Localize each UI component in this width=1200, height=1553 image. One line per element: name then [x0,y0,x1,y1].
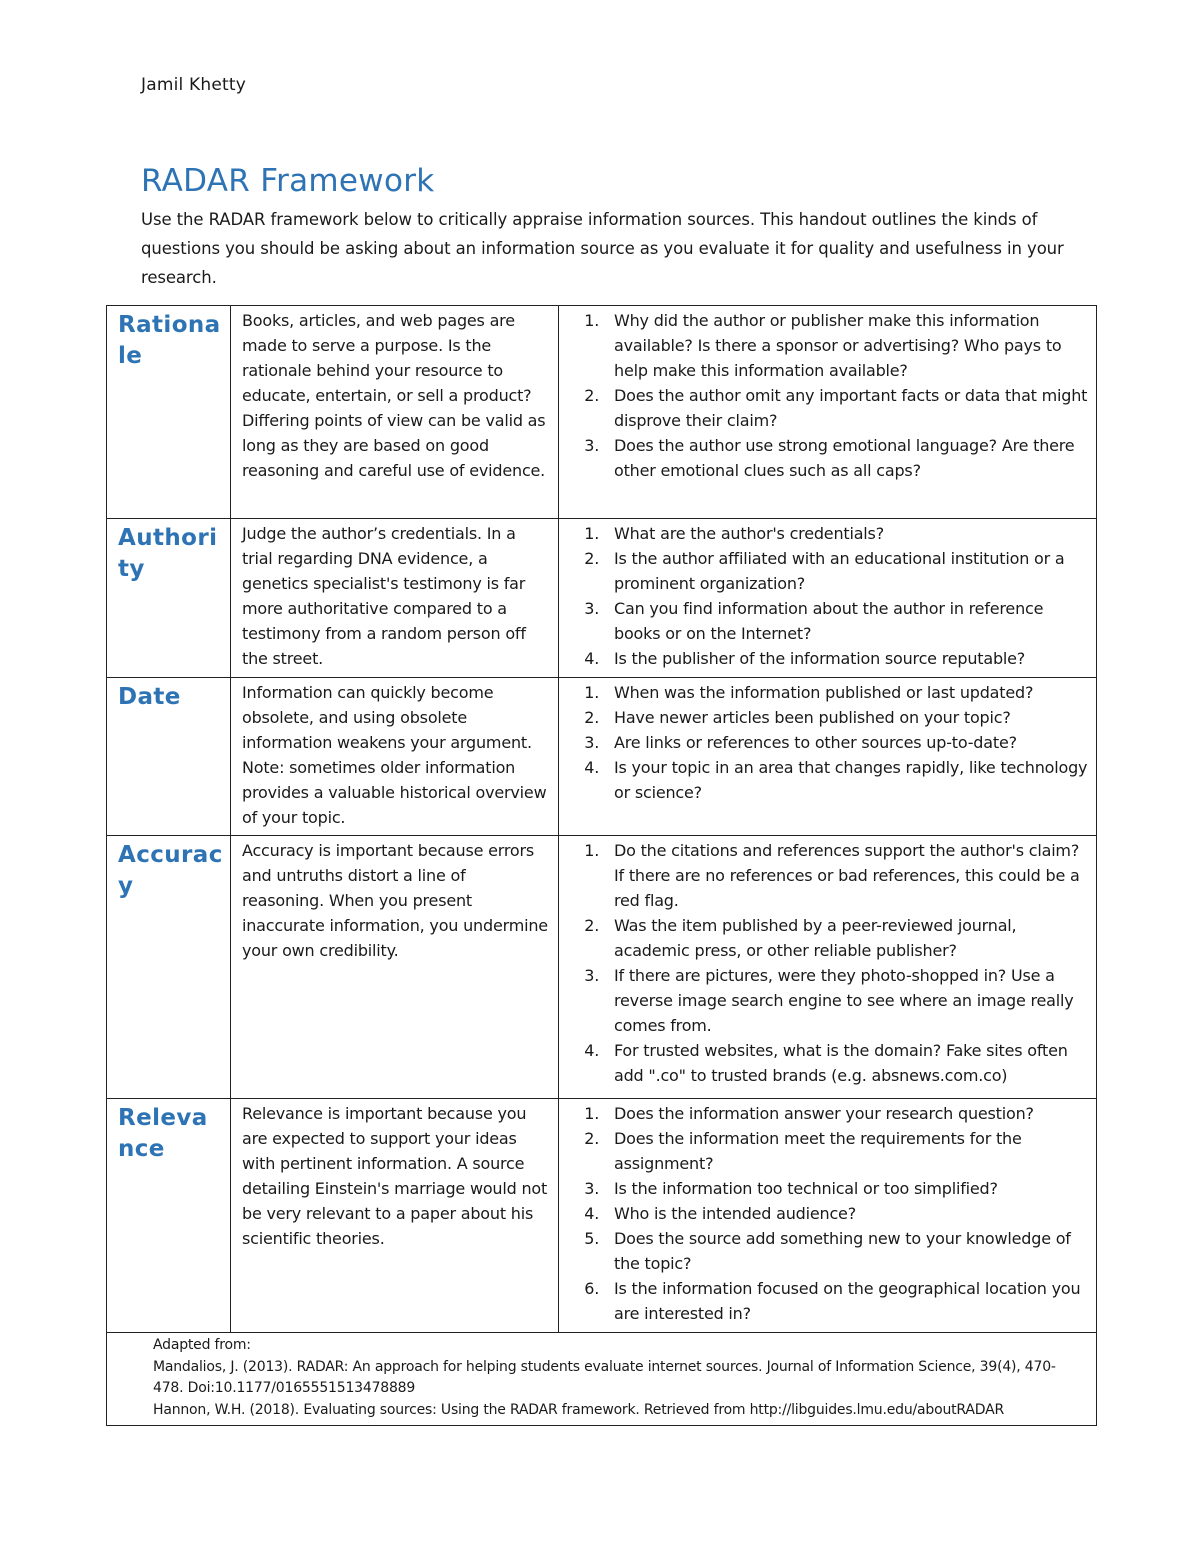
question-item: 3. Does the author use strong emotional language? Are there other emotional clues such as all caps? [604,433,1088,483]
question-item: 2. Have newer articles been published on your topic? [604,705,1088,730]
question-item: 2. Does the author omit any important facts or data that might disprove their claim? [604,383,1088,433]
question-item: 4. For trusted websites, what is the domain? Fake sites often add ".co" to trusted brands (e.g. absnews.com.co) [604,1038,1088,1088]
row-date [107,678,1097,836]
question-item: 4. Is the publisher of the information source reputable? [604,646,1088,671]
question-item: 1. Do the citations and references support the author's claim? If there are no references or bad references, this could be a red flag. [604,838,1088,913]
question-list [559,519,1096,677]
question-list [559,678,1096,811]
question-item: 2. Was the item published by a peer-reviewed journal, academic press, or other reliable publisher? [604,913,1088,963]
document-title: RADAR Framework [141,163,435,199]
criterion-description: Information can quickly become obsolete, and using obsolete information weakens your argument. Note: sometimes older information provides a valuable historical overview of your topic. [231,678,559,836]
criterion-label: Rationale [118,312,221,369]
question-item: 6. Is the information focused on the geographical location you are interested in? [604,1276,1088,1326]
criterion-description: Relevance is important because you are expected to support your ideas with pertinent information. A source detailing Einstein's marriage would not be very relevant to a paper about his scientific theories. [231,1099,559,1333]
question-item: 1. What are the author's credentials? [604,521,1088,546]
references-cell [107,1333,1097,1426]
question-item: 5. Does the source add something new to your knowledge of the topic? [604,1226,1088,1276]
radar-table [106,305,1097,1426]
criterion-label: Date [118,684,181,710]
references-label: Adapted from: [153,1337,251,1353]
question-item: 3. Is the information too technical or too simplified? [604,1176,1088,1201]
question-item: 3. If there are pictures, were they photo-shopped in? Use a reverse image search engine to see where an image really comes from. [604,963,1088,1038]
criterion-description: Books, articles, and web pages are made to serve a purpose. Is the rationale behind your resource to educate, entertain, or sell a product? Differing points of view can be valid as long as they are based on good reasoning and careful use of evidence. [231,306,559,519]
criterion-description: Judge the author’s credentials. In a trial regarding DNA evidence, a genetics specialist's testimony is far more authoritative compared to a testimony from a random person off the street. [231,519,559,678]
question-item: 3. Are links or references to other sources up-to-date? [604,730,1088,755]
row-authority [107,519,1097,678]
question-item: 1. When was the information published or last updated? [604,680,1088,705]
author-name: Jamil Khetty [141,75,247,95]
question-item: 1. Why did the author or publisher make this information available? Is there a sponsor or advertising? Who pays to help make this information available? [604,308,1088,383]
row-references [107,1333,1097,1426]
criterion-label: Authority [118,525,218,582]
question-list [559,306,1096,489]
reference-item: Mandalios, J. (2013). RADAR: An approach for helping students evaluate internet sources. Journal of Information Science, 39(4), 470-478. Doi:10.1177/0165551513478889 [153,1358,1056,1396]
question-item: 4. Is your topic in an area that changes rapidly, like technology or science? [604,755,1088,805]
question-item: 2. Is the author affiliated with an educational institution or a prominent organization? [604,546,1088,596]
question-item: 2. Does the information meet the requirements for the assignment? [604,1126,1088,1176]
question-list [559,1099,1096,1332]
question-item: 1. Does the information answer your research question? [604,1101,1088,1126]
row-relevance [107,1099,1097,1333]
criterion-label: Accuracy [118,842,223,899]
question-item: 4. Who is the intended audience? [604,1201,1088,1226]
row-rationale [107,306,1097,519]
question-list [559,836,1096,1094]
criterion-description: Accuracy is important because errors and untruths distort a line of reasoning. When you present inaccurate information, you undermine your own credibility. [231,836,559,1099]
question-item: 3. Can you find information about the author in reference books or on the Internet? [604,596,1088,646]
intro-paragraph: Use the RADAR framework below to critically appraise information sources. This handout outlines the kinds of questions you should be asking about an information source as you evaluate it for quality and usefulness in your research. [141,210,1064,287]
reference-item: Hannon, W.H. (2018). Evaluating sources: Using the RADAR framework. Retrieved from http://libguides.lmu.edu/aboutRADAR [153,1401,1004,1418]
criterion-label: Relevance [118,1105,208,1162]
row-accuracy [107,836,1097,1099]
